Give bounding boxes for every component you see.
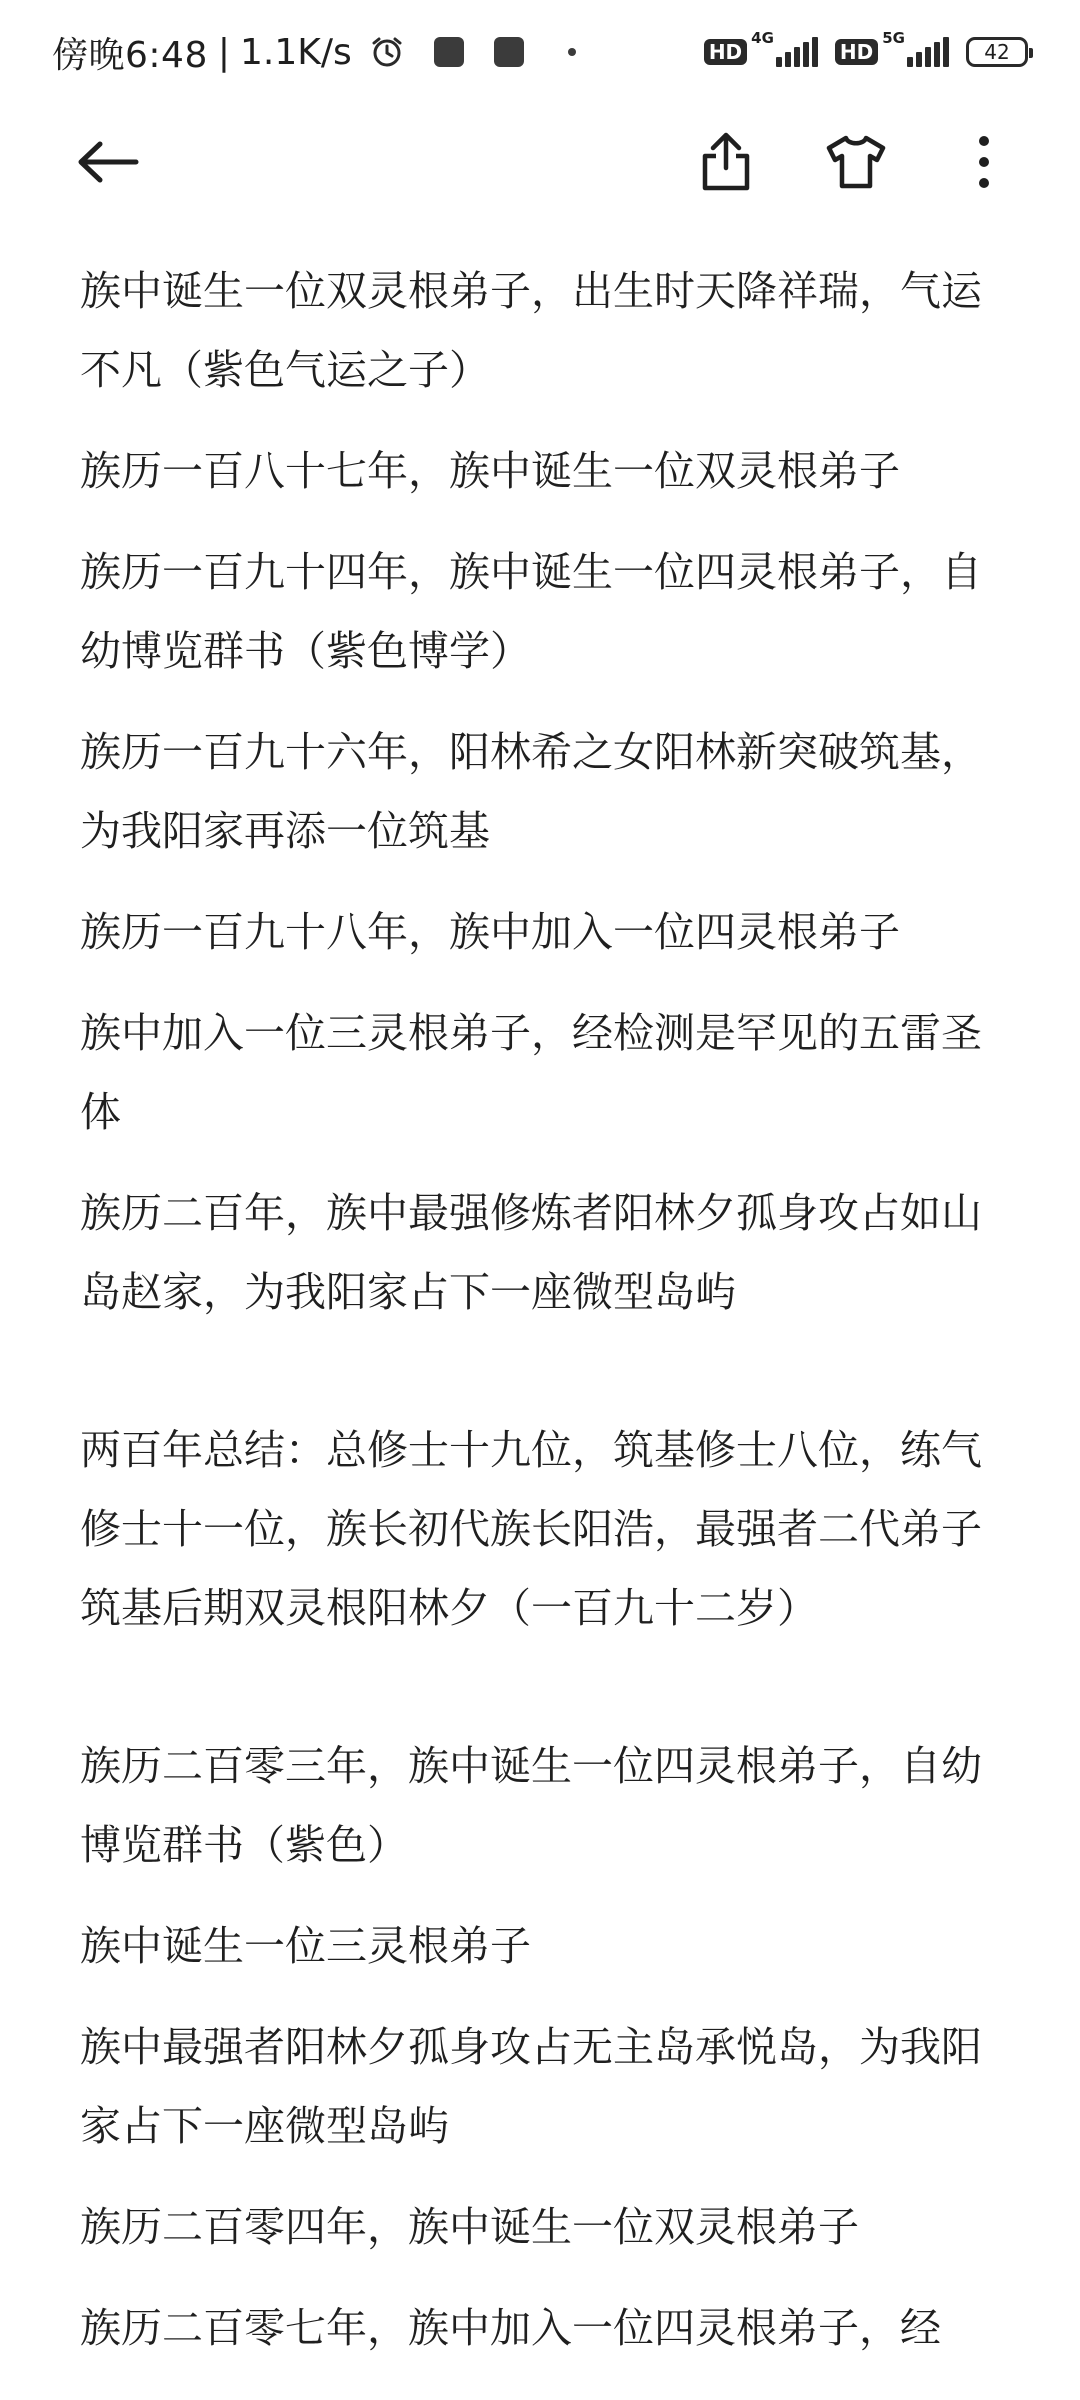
more-button[interactable] xyxy=(944,124,1024,204)
share-button[interactable] xyxy=(686,124,766,204)
paragraph: 族历一百八十七年，族中诞生一位双灵根弟子 xyxy=(80,447,900,495)
status-right xyxy=(690,29,1028,67)
reader-content xyxy=(80,252,1000,2390)
status-bar xyxy=(0,0,1080,104)
paragraph: 族中诞生一位双灵根弟子，出生时天降祥瑞，气运不凡（紫色气运之子） xyxy=(80,267,982,394)
alarm-icon xyxy=(370,35,404,69)
more-vertical-icon xyxy=(977,135,991,193)
paragraph: 族历二百年，族中最强修炼者阳林夕孤身攻占如山岛赵家，为我阳家占下一座微型岛屿 xyxy=(80,1189,982,1316)
hd-badge-2: HD xyxy=(835,39,878,65)
network-type-1: 4G xyxy=(751,29,774,47)
paragraph: 族中诞生一位三灵根弟子 xyxy=(80,1922,531,1970)
signal-icon-2 xyxy=(907,37,952,67)
notification-app-icon xyxy=(434,37,464,67)
tshirt-icon xyxy=(825,135,887,193)
back-button[interactable] xyxy=(68,124,148,204)
paragraph: 族历二百零四年，族中诞生一位双灵根弟子 xyxy=(80,2203,859,2251)
paragraph: 族中最强者阳林夕孤身攻占无主岛承悦岛，为我阳家占下一座微型岛屿 xyxy=(80,2023,982,2150)
share-icon xyxy=(698,132,754,196)
paragraph: 族历二百零三年，族中诞生一位四灵根弟子，自幼博览群书（紫色） xyxy=(80,1742,982,1869)
network-speed: 1.1K/s xyxy=(239,31,352,73)
status-left xyxy=(52,27,576,78)
signal-icon-1 xyxy=(776,37,821,67)
paragraph: 族历一百九十六年，阳林希之女阳林新突破筑基，为我阳家再添一位筑基 xyxy=(80,728,982,855)
summary-paragraph: 两百年总结：总修士十九位，筑基修士八位，练气修士十一位，族长初代族长阳浩，最强者二代弟子筑基后期双灵根阳林夕（一百九十二岁） xyxy=(80,1426,982,1632)
paragraph: 族历二百零七年，族中加入一位四灵根弟子，经 xyxy=(80,2304,941,2352)
battery-icon xyxy=(966,37,1028,67)
paragraph: 族中加入一位三灵根弟子，经检测是罕见的五雷圣体 xyxy=(80,1009,982,1136)
status-time: 傍晚6:48 xyxy=(52,34,208,76)
notification-dot-icon xyxy=(568,48,576,56)
paragraph: 族历一百九十八年，族中加入一位四灵根弟子 xyxy=(80,908,900,956)
network-type-2: 5G xyxy=(882,29,905,47)
reader-toolbar xyxy=(0,104,1080,224)
theme-button[interactable] xyxy=(816,124,896,204)
arrow-left-icon xyxy=(76,140,140,188)
status-separator: | xyxy=(217,31,230,73)
paragraph: 族历一百九十四年，族中诞生一位四灵根弟子，自幼博览群书（紫色博学） xyxy=(80,548,982,675)
weibo-icon xyxy=(494,37,524,67)
battery-level: 42 xyxy=(984,40,1010,64)
hd-badge-1: HD xyxy=(704,39,747,65)
